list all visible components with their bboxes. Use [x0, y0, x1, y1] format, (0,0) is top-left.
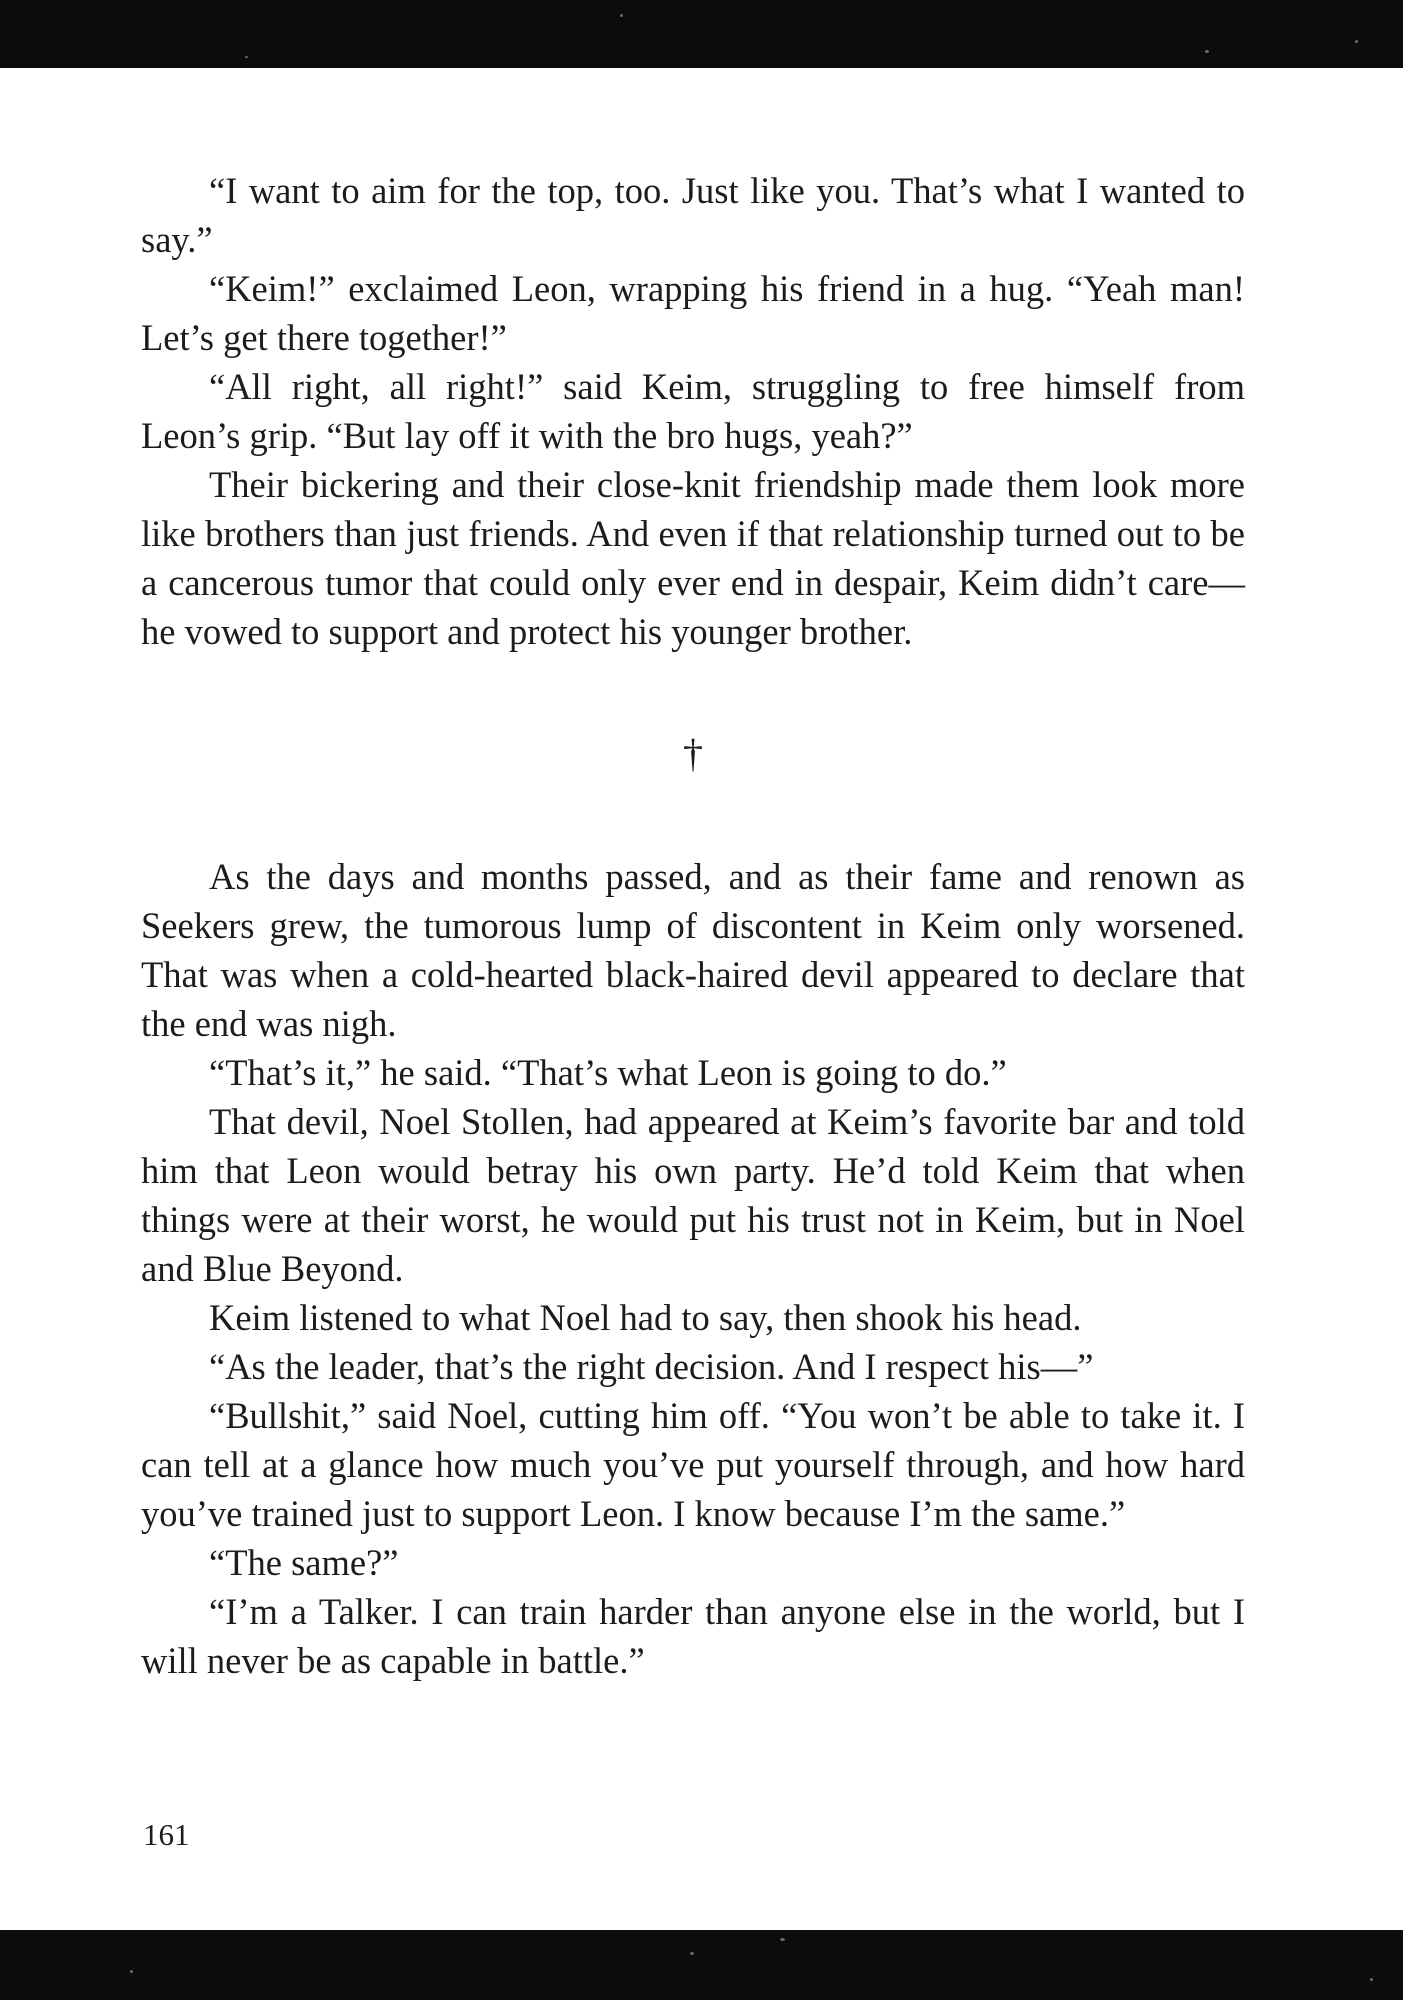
- top-border: [0, 0, 1403, 68]
- section-break-dagger: †: [683, 731, 703, 776]
- paragraph: That devil, Noel Stollen, had appeared at Keim’s favorite bar and told him that Leon would betray his own party. He’d told Keim that when things were at their worst, he would put his trust not in Keim, but in Noel and Blue Beyond.: [141, 1101, 1245, 1289]
- paragraph: Keim listened to what Noel had to say, then shook his head.: [209, 1297, 1082, 1338]
- paragraph: Their bickering and their close-knit friendship made them look more like brothers than just friends. And even if that relationship turned out to be a cancerous tumor that could only ever end in despair, Keim didn’t care—he vowed to support and protect his younger brother.: [141, 464, 1245, 652]
- paragraph: “All right, all right!” said Keim, struggling to free himself from Leon’s grip. “But lay off it with the bro hugs, yeah?”: [141, 366, 1245, 456]
- paragraph: “I want to aim for the top, too. Just like you. That’s what I wanted to say.”: [141, 170, 1245, 260]
- paragraph: “Bullshit,” said Noel, cutting him off. “You won’t be able to take it. I can tell at a glance how much you’ve put yourself through, and how hard you’ve trained just to support Leon. I know because I’m the same.”: [141, 1395, 1245, 1534]
- body-text: [141, 166, 1245, 1685]
- paragraph: “The same?”: [209, 1542, 399, 1583]
- paragraph: As the days and months passed, and as their fame and renown as Seekers grew, the tumorous lump of discontent in Keim only worsened. That was when a cold-hearted black-haired devil appeared to declare that the end was nigh.: [141, 856, 1245, 1044]
- page-number: 161: [143, 1817, 190, 1852]
- paragraph: “Keim!” exclaimed Leon, wrapping his friend in a hug. “Yeah man! Let’s get there together!”: [141, 268, 1245, 358]
- paragraph: “I’m a Talker. I can train harder than anyone else in the world, but I will never be as capable in battle.”: [141, 1591, 1245, 1681]
- bottom-border: [0, 1930, 1403, 2000]
- paragraph: “As the leader, that’s the right decision. And I respect his—”: [209, 1346, 1094, 1387]
- paragraph: “That’s it,” he said. “That’s what Leon is going to do.”: [209, 1052, 1007, 1093]
